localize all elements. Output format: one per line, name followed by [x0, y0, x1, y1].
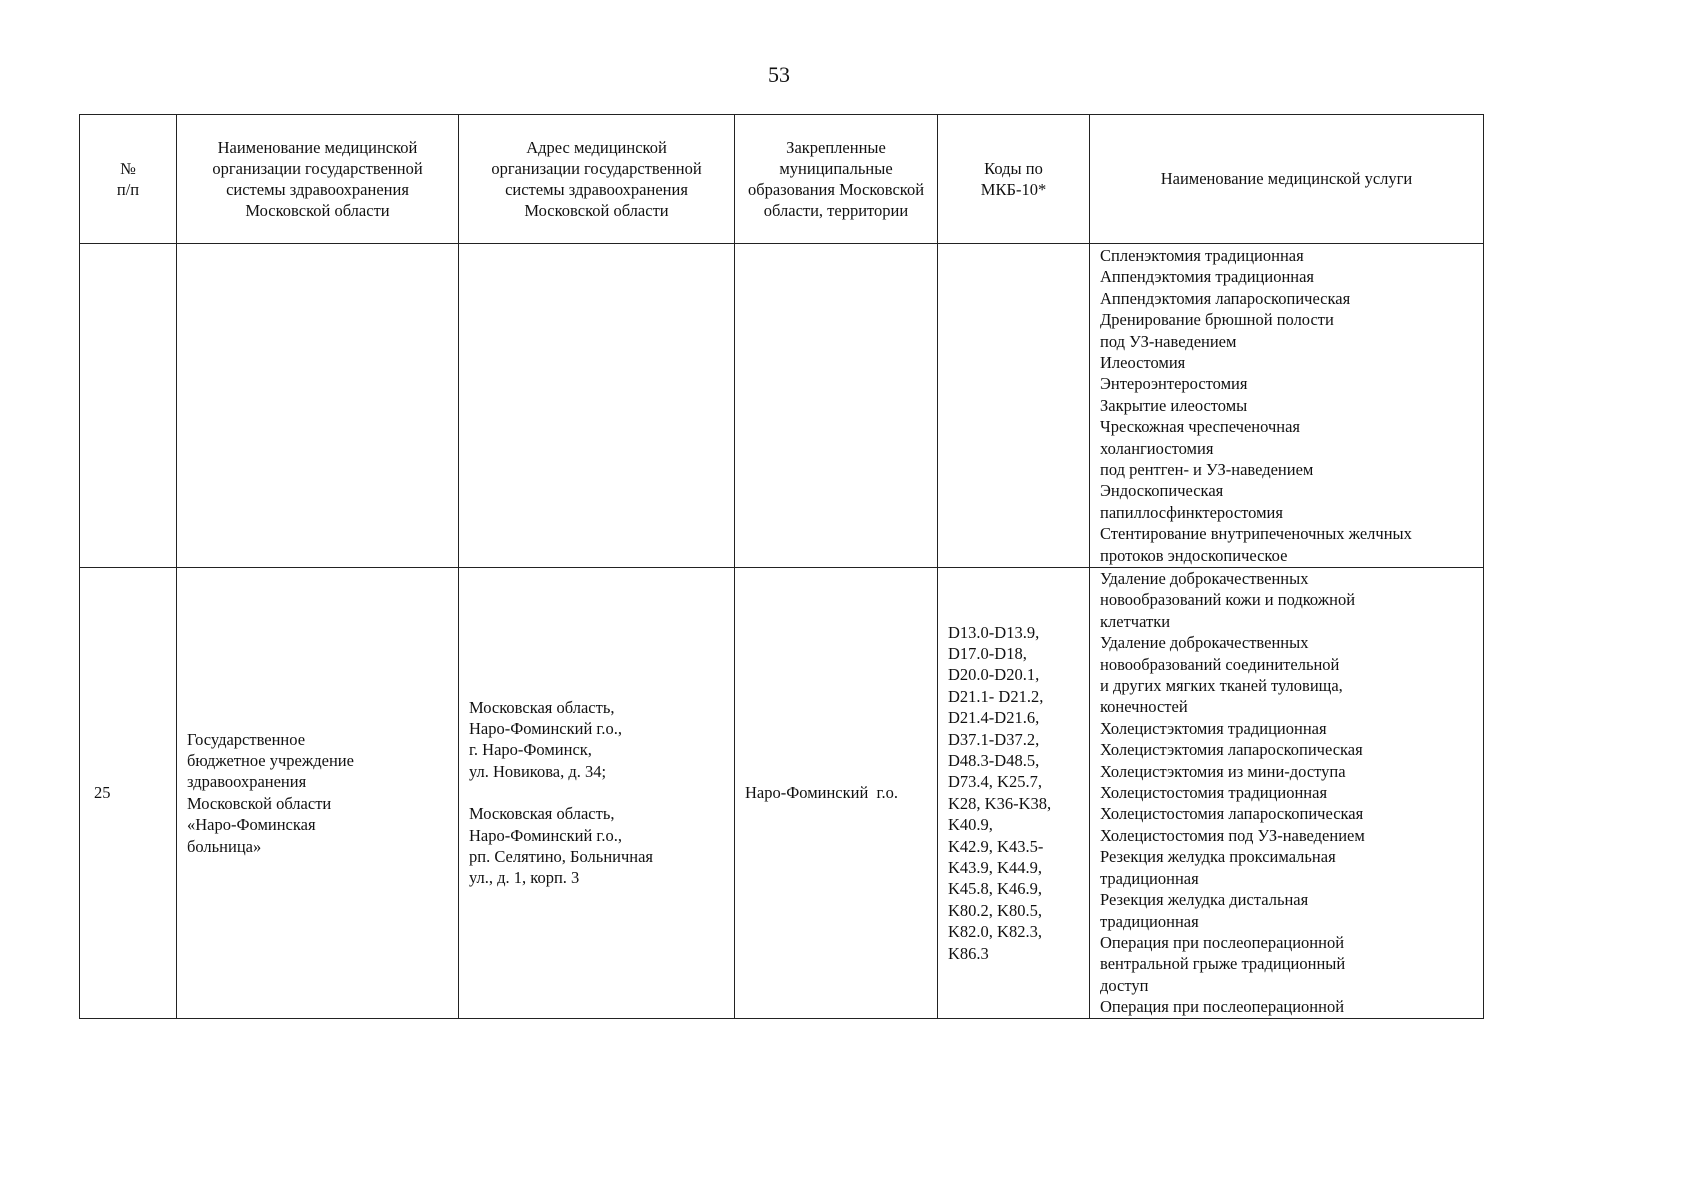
- cell-number: 25: [80, 568, 177, 1019]
- cell-icd-codes: [938, 244, 1090, 568]
- org-line: бюджетное учреждение: [187, 750, 354, 770]
- list-item: Холецистэктомия из мини-доступа: [1100, 761, 1346, 781]
- list-item: и других мягких тканей туловища,: [1100, 676, 1343, 696]
- org-line: больница»: [187, 836, 262, 856]
- address-line: Московская область,: [469, 804, 615, 824]
- list-item: традиционная: [1100, 911, 1199, 931]
- services-list: [1100, 568, 1473, 1018]
- list-item: протоков эндоскопическое: [1100, 545, 1288, 565]
- address-line: ул., д. 1, корп. 3: [469, 868, 580, 888]
- address-main: [469, 697, 724, 783]
- list-item: D17.0-D18,: [948, 643, 1027, 663]
- list-item: вентральной грыже традиционный: [1100, 954, 1346, 974]
- list-item: папиллосфинктеростомия: [1100, 502, 1283, 522]
- list-item: D21.1- D21.2,: [948, 686, 1044, 706]
- list-item: под рентген- и УЗ-наведением: [1100, 460, 1314, 480]
- list-item: Холецистостомия традиционная: [1100, 783, 1328, 803]
- list-item: Удаление доброкачественных: [1100, 633, 1309, 653]
- list-item: Удаление доброкачественных: [1100, 569, 1309, 588]
- list-item: доступ: [1100, 975, 1149, 995]
- list-item: холангиостомия: [1100, 438, 1214, 458]
- address-line: Наро-Фоминский г.о.,: [469, 719, 622, 739]
- list-item: Резекция желудка дистальная: [1100, 890, 1309, 910]
- org-line: здравоохранения: [187, 772, 307, 792]
- header-address: Адрес медицинской организации государственной системы здравоохранения Московской области: [459, 115, 735, 244]
- list-item: K28, K36-K38,: [948, 793, 1052, 813]
- table-row: [80, 244, 1484, 568]
- page-number: 53: [768, 62, 790, 87]
- list-item: D13.0-D13.9,: [948, 622, 1040, 642]
- list-item: Операция при послеоперационной: [1100, 997, 1345, 1017]
- list-item: новообразований кожи и подкожной: [1100, 590, 1356, 610]
- list-item: K86.3: [948, 943, 989, 963]
- cell-services: [1090, 568, 1484, 1019]
- list-item: Стентирование внутрипеченочных желчных: [1100, 524, 1412, 544]
- cell-services: [1090, 244, 1484, 568]
- table-header-row: [80, 115, 1484, 244]
- address-branch: [469, 803, 724, 889]
- list-item: D48.3-D48.5,: [948, 750, 1040, 770]
- header-service: Наименование медицинской услуги: [1090, 115, 1484, 244]
- list-item: Закрытие илеостомы: [1100, 395, 1248, 415]
- list-item: под УЗ-наведением: [1100, 331, 1237, 351]
- cell-organization: [177, 568, 459, 1019]
- list-item: Операция при послеоперационной: [1100, 932, 1345, 952]
- address-line: ул. Новикова, д. 34;: [469, 761, 607, 781]
- cell-address: [459, 568, 735, 1019]
- list-item: традиционная: [1100, 868, 1199, 888]
- address-line: г. Наро-Фоминск,: [469, 740, 592, 760]
- list-item: K40.9,: [948, 815, 993, 835]
- list-item: K42.9, K43.5-: [948, 836, 1044, 856]
- list-item: Эндоскопическая: [1100, 481, 1224, 501]
- list-item: новообразований соединительной: [1100, 654, 1340, 674]
- cell-organization: [177, 244, 459, 568]
- list-item: Дренирование брюшной полости: [1100, 310, 1334, 330]
- header-icd-codes: Коды по МКБ-10*: [938, 115, 1090, 244]
- cell-municipal: [735, 244, 938, 568]
- services-list: [1100, 245, 1473, 566]
- list-item: Холецистостомия лапароскопическая: [1100, 804, 1364, 824]
- list-item: Энтероэнтеростомия: [1100, 374, 1248, 394]
- table-row: [80, 568, 1484, 1019]
- list-item: Илеостомия: [1100, 353, 1186, 373]
- header-municipal: Закрепленные муниципальные образования Московской области, территории: [735, 115, 938, 244]
- list-item: K82.0, K82.3,: [948, 922, 1042, 942]
- cell-icd-codes: [938, 568, 1090, 1019]
- header-number: № п/п: [80, 115, 177, 244]
- list-item: Холецистэктомия лапароскопическая: [1100, 740, 1363, 760]
- services-table: [79, 114, 1484, 1019]
- icd-codes-list: [948, 622, 1079, 965]
- address-line: Наро-Фоминский г.о.,: [469, 825, 622, 845]
- cell-number: [80, 244, 177, 568]
- list-item: клетчатки: [1100, 611, 1171, 631]
- list-item: Чрескожная чреспеченочная: [1100, 417, 1300, 437]
- list-item: K45.8, K46.9,: [948, 879, 1042, 899]
- list-item: Спленэктомия традиционная: [1100, 246, 1304, 265]
- organization-name: [187, 729, 448, 857]
- org-line: Московской области: [187, 793, 332, 813]
- header-organization: Наименование медицинской организации государственной системы здравоохранения Московской области: [177, 115, 459, 244]
- address-line: рп. Селятино, Больничная: [469, 847, 654, 867]
- org-line: «Наро-Фоминская: [187, 815, 316, 835]
- list-item: конечностей: [1100, 697, 1188, 717]
- cell-municipal: Наро-Фоминский г.о.: [735, 568, 938, 1019]
- list-item: D21.4-D21.6,: [948, 708, 1040, 728]
- org-line: Государственное: [187, 729, 306, 749]
- list-item: Холецистостомия под УЗ-наведением: [1100, 825, 1365, 845]
- list-item: Аппендэктомия традиционная: [1100, 267, 1315, 287]
- cell-address: [459, 244, 735, 568]
- list-item: Резекция желудка проксимальная: [1100, 847, 1336, 867]
- list-item: Холецистэктомия традиционная: [1100, 718, 1327, 738]
- address-line: Московская область,: [469, 697, 615, 717]
- list-item: Аппендэктомия лапароскопическая: [1100, 288, 1351, 308]
- list-item: D20.0-D20.1,: [948, 665, 1040, 685]
- list-item: D73.4, K25.7,: [948, 772, 1042, 792]
- list-item: K80.2, K80.5,: [948, 900, 1042, 920]
- list-item: K43.9, K44.9,: [948, 857, 1042, 877]
- list-item: D37.1-D37.2,: [948, 729, 1040, 749]
